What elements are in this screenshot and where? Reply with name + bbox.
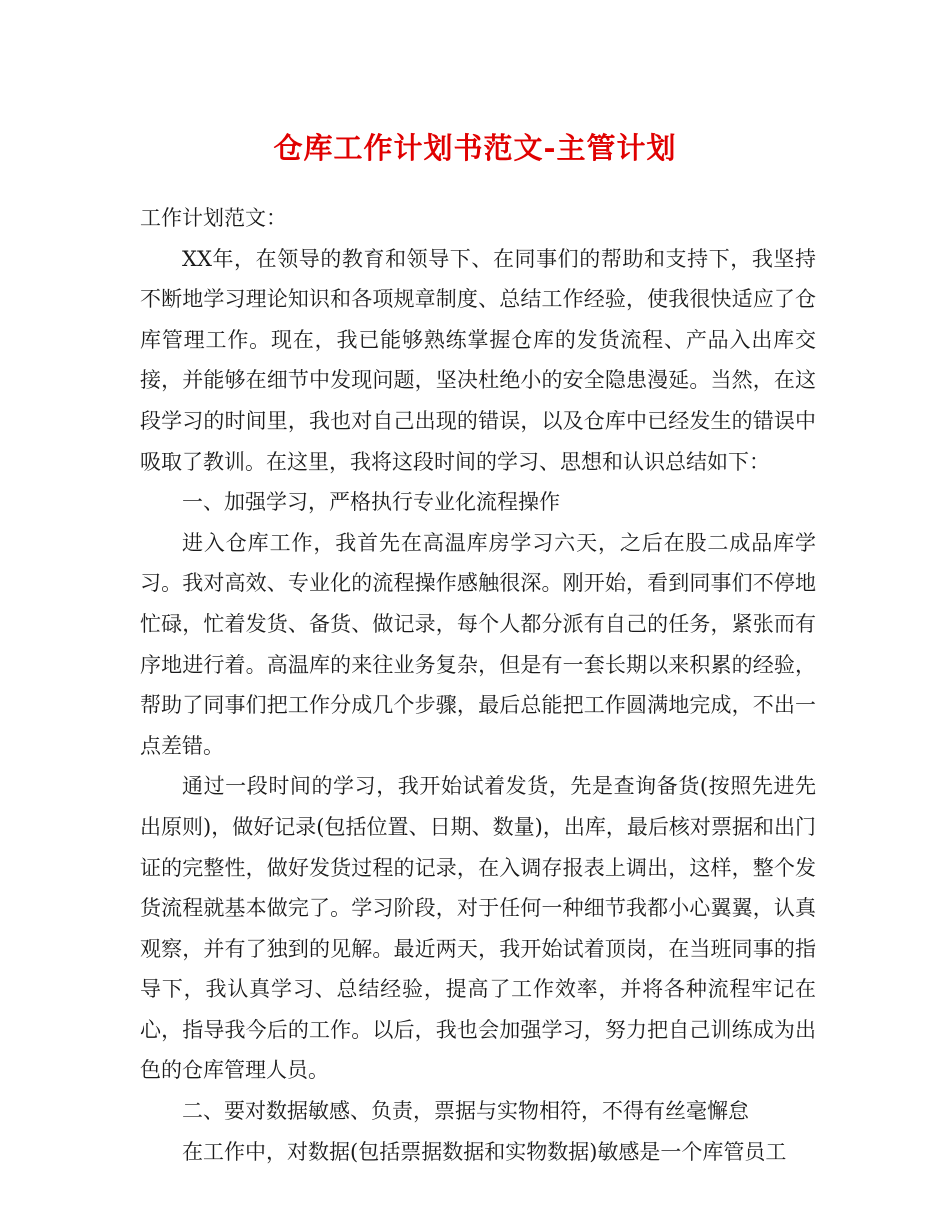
paragraph-intro-label: 工作计划范文： [140,206,287,230]
paragraph: 通过一段时间的学习，我开始试着发货，先是查询备货(按照先进先出原则)，做好记录(包括位置、日期、数量)，出库，最后核对票据和出门证的完整性，做好发货过程的记录，在入调存报表上调出，这样，整个发货流程就基本做完了。学习阶段，对于任何一种细节我都小心翼翼，认真观察，并有了独到的见解。最近两天，我开始试着顶岗，在当班同事的指导下，我认真学习、总结经验，提高了工作效率，并将各种流程牢记在心，指导我今后的工作。以后，我也会加强学习，努力把自己训练成为出色的仓库管理人员。 [140,774,816,1083]
section-heading: 一、加强学习，严格执行专业化流程操作 [182,490,560,515]
section-heading: 二、要对数据敏感、负责，票据与实物相符，不得有丝毫懈怠 [182,1099,749,1124]
paragraph: XX年，在领导的教育和领导下、在同事们的帮助和支持下，我坚持不断地学习理论知识和各项规章制度、总结工作经验，使我很快适应了仓库管理工作。现在，我已能够熟练掌握仓库的发货流程、产品入出库交接，并能够在细节中发现问题，坚决杜绝小的安全隐患漫延。当然，在这段学习的时间里，我也对自己出现的错误，以及仓库中已经发生的错误中吸取了教训。在这里，我将这段时间的学习、思想和认识总结如下： [140,246,816,474]
paragraph: 进入仓库工作，我首先在高温库房学习六天，之后在股二成品库学习。我对高效、专业化的流程操作感触很深。刚开始，看到同事们不停地忙碌，忙着发货、备货、做记录，每个人都分派有自己的任务，紧张而有序地进行着。高温库的来往业务复杂，但是有一套长期以来积累的经验，帮助了同事们把工作分成几个步骤，最后总能把工作圆满地完成，不出一点差错。 [140,530,816,758]
paragraph: 在工作中，对数据(包括票据数据和实物数据)敏感是一个库管员工 [182,1139,787,1164]
document-title: 仓库工作计划书范文-主管计划 [273,131,677,165]
document-body [140,198,816,1172]
